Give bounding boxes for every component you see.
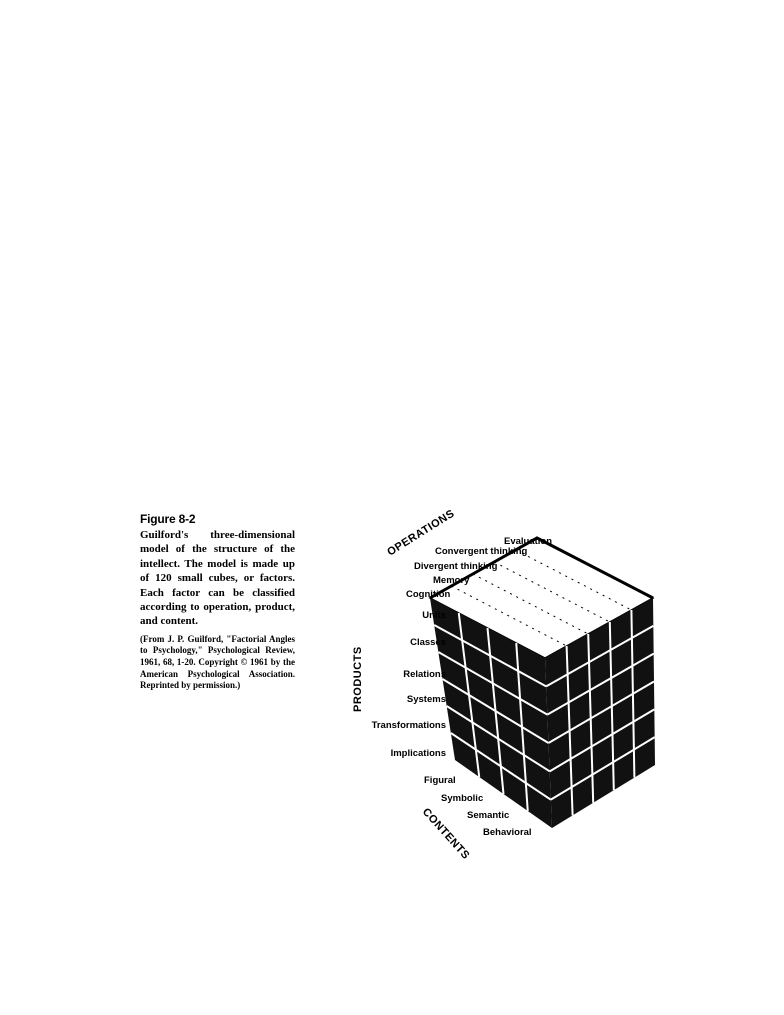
product-label-units: Units bbox=[422, 610, 446, 621]
products-labels bbox=[372, 610, 446, 759]
content-label-behavioral: Behavioral bbox=[483, 827, 532, 838]
product-label-implications: Implications bbox=[390, 748, 446, 759]
operation-label-convergent-thinking: Convergent thinking bbox=[435, 546, 528, 557]
content-label-figural: Figural bbox=[424, 775, 456, 786]
operation-label-cognition: Cognition bbox=[406, 589, 451, 600]
product-label-systems: Systems bbox=[406, 694, 446, 705]
operation-label-evaluation: Evaluation bbox=[504, 536, 553, 547]
contents-axis-title: CONTENTS bbox=[419, 805, 472, 862]
product-label-transformations: Transformations bbox=[371, 720, 446, 731]
operations-axis-title: OPERATIONS bbox=[385, 507, 457, 559]
operation-label-divergent-thinking: Divergent thinking bbox=[414, 561, 498, 572]
product-label-classes: Classes bbox=[410, 637, 446, 648]
operation-label-memory: Memory bbox=[433, 575, 470, 586]
figure-label: Figure 8-2 bbox=[140, 512, 196, 526]
content-label-semantic: Semantic bbox=[467, 810, 510, 821]
content-label-symbolic: Symbolic bbox=[441, 793, 484, 804]
products-axis-title: PRODUCTS bbox=[352, 646, 364, 712]
figure-caption-text: Guilford's three-dimensional model of the structure of the intellect. The model is made up of 120 small cubes, or factors. Each factor can be classified according to operation, product, and content. bbox=[140, 529, 295, 628]
figure-source-credit: (From J. P. Guilford, "Factorial Angles to Psychology," Psychological Review, 1961, 68, 1-20. Copyright © 1961 by the American Psychological Association. Reprinted by permission.) bbox=[140, 633, 295, 691]
product-label-relations: Relations bbox=[403, 669, 446, 680]
